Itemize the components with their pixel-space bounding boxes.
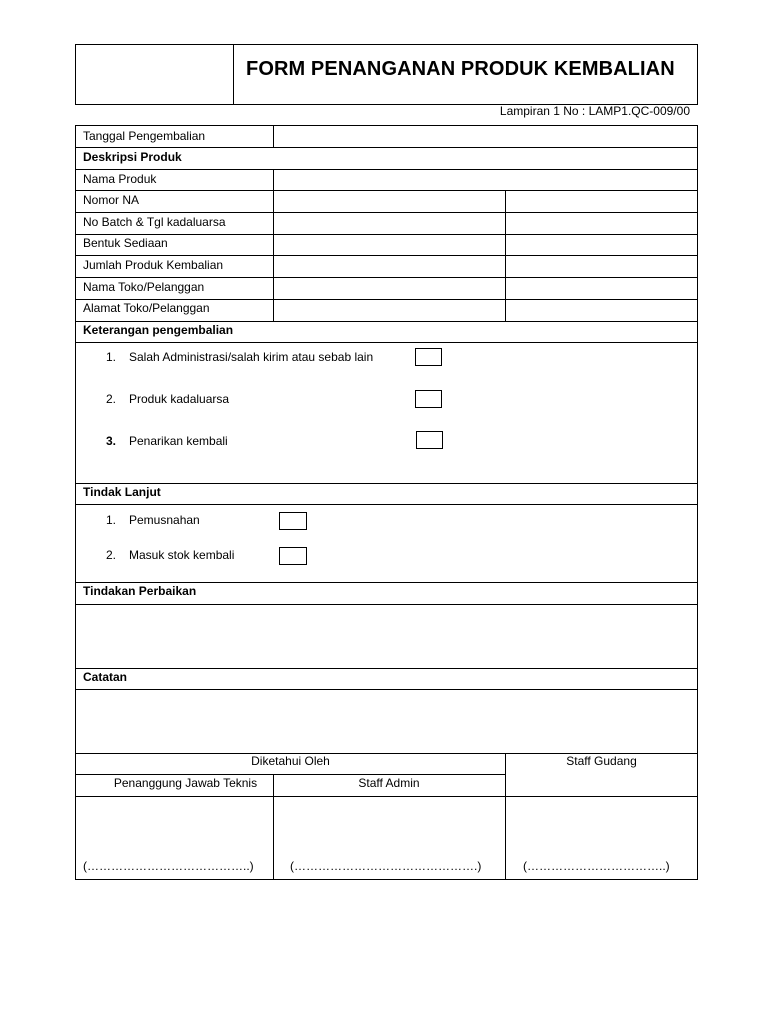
label-product-name: Nama Produk — [83, 172, 157, 186]
acknowledged-by-label: Diketahui Oleh — [251, 754, 330, 768]
label-na-number: Nomor NA — [83, 193, 140, 207]
followup-2-number: 2. — [106, 548, 117, 562]
reason-3-number: 3. — [106, 434, 117, 448]
signature-line-admin[interactable]: (……………………………………….) — [290, 859, 482, 873]
staff-admin-label: Staff Admin — [358, 776, 420, 790]
label-dosage-form: Bentuk Sediaan — [83, 236, 168, 250]
label-store-name: Nama Toko/Pelanggan — [83, 280, 205, 294]
reason-1-label: Salah Administrasi/salah kirim atau sebab lain — [129, 350, 374, 364]
reason-2-label: Produk kadaluarsa — [129, 392, 230, 406]
signature-line-technical[interactable]: (…………………………………..) — [83, 859, 254, 873]
reason-1-number: 1. — [106, 350, 117, 364]
logo-area — [75, 44, 234, 105]
product-name-field[interactable] — [274, 170, 697, 190]
label-batch-expiry: No Batch & Tgl kadaluarsa — [83, 215, 226, 229]
notes-field[interactable] — [77, 690, 697, 753]
label-store-address: Alamat Toko/Pelanggan — [83, 301, 210, 315]
dosage-form-field[interactable] — [274, 235, 505, 255]
store-address-field[interactable] — [274, 300, 505, 321]
section-notes: Catatan — [83, 670, 128, 684]
followup-2-label: Masuk stok kembali — [129, 548, 235, 562]
reason-3-checkbox[interactable] — [416, 431, 443, 449]
followup-1-label: Pemusnahan — [129, 513, 200, 527]
technical-responsible-label: Penanggung Jawab Teknis — [113, 776, 258, 790]
form-title: FORM PENANGANAN PRODUK KEMBALIAN — [246, 58, 675, 80]
section-follow-up: Tindak Lanjut — [83, 485, 161, 499]
batch-expiry-field[interactable] — [274, 213, 505, 234]
na-number-field[interactable] — [274, 191, 505, 212]
store-name-field[interactable] — [274, 278, 505, 299]
reason-2-number: 2. — [106, 392, 117, 406]
reference-number: Lampiran 1 No : LAMP1.QC-009/00 — [499, 104, 690, 118]
reason-1-checkbox[interactable] — [415, 348, 442, 366]
section-corrective-action: Tindakan Perbaikan — [83, 584, 197, 598]
corrective-action-field[interactable] — [77, 605, 697, 668]
form-table — [75, 125, 698, 880]
section-product-description: Deskripsi Produk — [83, 150, 182, 164]
return-quantity-field[interactable] — [274, 256, 505, 277]
signature-line-warehouse[interactable]: (……………………………..) — [523, 859, 670, 873]
return-date-field[interactable] — [274, 127, 697, 147]
label-return-date: Tanggal Pengembalian — [83, 129, 206, 143]
section-return-reason: Keterangan pengembalian — [83, 323, 234, 337]
label-return-quantity: Jumlah Produk Kembalian — [83, 258, 224, 272]
followup-2-checkbox[interactable] — [279, 547, 307, 565]
reason-3-label: Penarikan kembali — [129, 434, 228, 448]
followup-1-number: 1. — [106, 513, 117, 527]
followup-1-checkbox[interactable] — [279, 512, 307, 530]
staff-warehouse-label: Staff Gudang — [566, 754, 637, 768]
reason-2-checkbox[interactable] — [415, 390, 442, 408]
